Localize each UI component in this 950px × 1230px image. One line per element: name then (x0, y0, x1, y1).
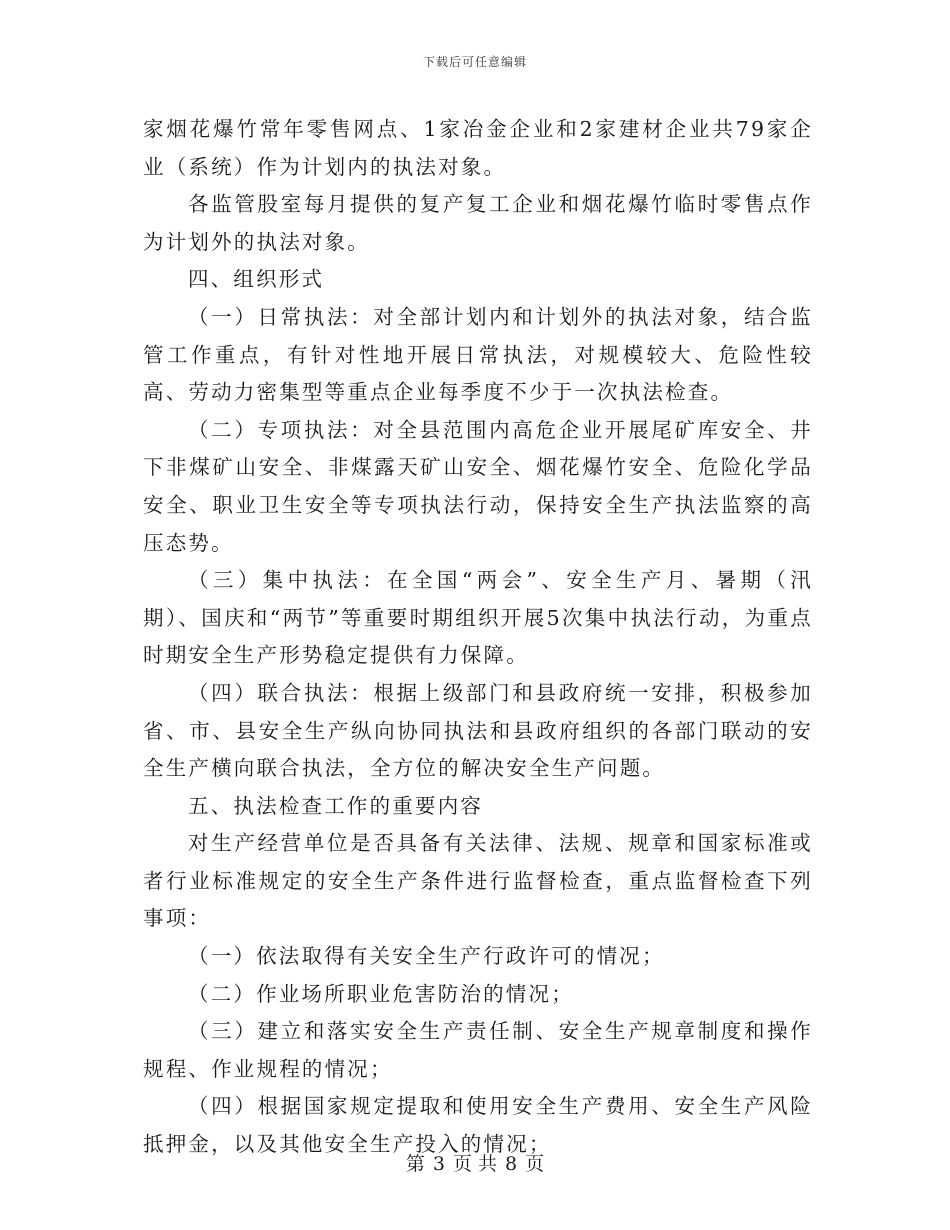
list-item: （四）根据国家规定提取和使用安全生产费用、安全生产风险抵押金，以及其他安全生产投入的情况； (143, 1094, 813, 1157)
section-heading: 四、组织形式 (188, 267, 325, 292)
total-page-number: 8 (505, 1153, 518, 1175)
paragraph: （三）集中执法：在全国“两会”、安全生产月、暑期（汛期）、国庆和“两节”等重要时期组织开展5次集中执法行动，为重点时期安全生产形势稳定提供有力保障。 (143, 568, 813, 668)
paragraph: 家烟花爆竹常年零售网点、1家冶金企业和2家建材企业共79家企业（系统）作为计划内的执法对象。 (143, 117, 813, 179)
paragraph: （二）专项执法：对全县范围内高危企业开展尾矿库安全、井下非煤矿山安全、非煤露天矿山安全、烟花爆竹安全、危险化学品安全、职业卫生安全等专项执法行动，保持安全生产执法监察的高压态势。 (143, 417, 813, 555)
list-item: （一）依法取得有关安全生产行政许可的情况； (188, 944, 665, 969)
paragraph: 各监管股室每月提供的复产复工企业和烟花爆竹临时零售点作为计划外的执法对象。 (143, 192, 813, 254)
paragraph: （一）日常执法：对全部计划内和计划外的执法对象，结合监管工作重点，有针对性地开展日常执法，对规模较大、危险性较高、劳动力密集型等重点企业每季度不少于一次执法检查。 (143, 304, 813, 405)
footer-middle: 页 共 (452, 1153, 498, 1175)
list-item: （二）作业场所职业危害防治的情况； (188, 981, 574, 1006)
footer-prefix: 第 (405, 1153, 425, 1175)
paragraph: 对生产经营单位是否具备有关法律、法规、规章和国家标准或者行业标准规定的安全生产条件进行监督检查，重点监督检查下列事项： (143, 831, 813, 931)
page-header: 下载后可任意编辑 (422, 55, 527, 69)
list-item: （三）建立和落实安全生产责任制、安全生产规章制度和操作规程、作业规程的情况； (143, 1019, 813, 1081)
document-body (143, 111, 813, 1164)
section-heading: 五、执法检查工作的重要内容 (188, 793, 484, 818)
current-page-number: 3 (432, 1153, 445, 1175)
page-footer (0, 1152, 950, 1176)
footer-suffix: 页 (525, 1153, 545, 1175)
paragraph: （四）联合执法：根据上级部门和县政府统一安排，积极参加省、市、县安全生产纵向协同执法和县政府组织的各部门联动的安全生产横向联合执法，全方位的解决安全生产问题。 (143, 680, 813, 781)
